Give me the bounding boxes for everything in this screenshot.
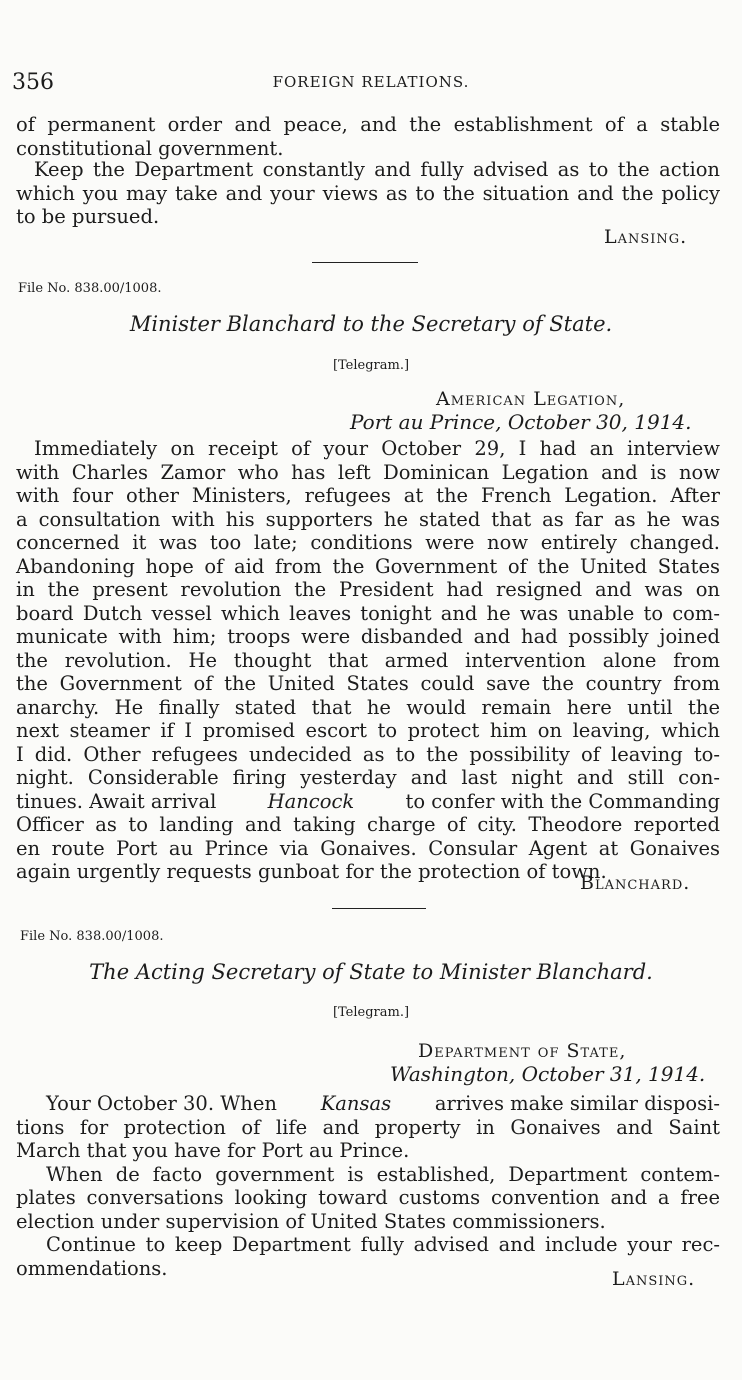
telegram-body <box>16 437 720 884</box>
text-line: Officer as to landing and taking charge of city. Theodore reported <box>16 813 720 836</box>
text-line: en route Port au Prince via Gonaives. Consular Agent at Gonaives <box>16 836 720 860</box>
document-heading: The Acting Secretary of State to Minister Blanchard. <box>89 960 653 984</box>
intro-paragraph <box>16 113 720 160</box>
text-line: March that you have for Port au Prince. <box>16 1139 410 1162</box>
text-line <box>16 790 720 814</box>
text-line: municate with him; troops were disbanded and had possibly joined <box>16 625 720 648</box>
text-line: night. Considerable firing yesterday and last night and still con- <box>16 766 720 789</box>
text-line: constitutional government. <box>16 136 284 160</box>
text-line: Continue to keep Department fully advised and include your rec- <box>46 1233 720 1256</box>
text-line: When de facto government is established, Department contem- <box>46 1162 720 1186</box>
text-line: Keep the Department constantly and fully advised as to the action <box>34 158 720 181</box>
ship-name: Hancock <box>267 789 355 813</box>
text-line: the revolution. He thought that armed intervention alone from <box>16 648 720 672</box>
text-line: concerned it was too late; conditions were now entirely changed. <box>16 531 720 554</box>
text-fragment: arrives make similar disposi- <box>434 1092 720 1115</box>
section-divider <box>312 262 418 263</box>
text-line: election under supervision of United States commissioners. <box>16 1209 606 1233</box>
text-line: which you may take and your views as to the situation and the policy <box>16 181 720 205</box>
text-line: I did. Other refugees undecided as to the possibility of leaving to- <box>16 742 720 766</box>
telegram-label: [Telegram.] <box>332 358 410 373</box>
page-number: 356 <box>12 70 54 95</box>
ship-name: Kansas <box>320 1092 392 1115</box>
text-line: in the present revolution the President had resigned and was on <box>16 578 720 601</box>
text-line: ommendations. <box>16 1256 168 1280</box>
text-fragment: Your October 30. When <box>46 1092 277 1115</box>
text-line: plates conversations looking toward customs convention and a free <box>16 1186 720 1209</box>
sender-place: American Legation, <box>436 388 626 410</box>
telegram-body-2 <box>16 1092 720 1280</box>
dateline: Port au Prince, October 30, 1914. <box>350 410 692 434</box>
section-divider <box>332 908 426 909</box>
text-line <box>16 1092 720 1116</box>
text-line: tions for protection of life and property in Gonaives and Saint <box>16 1115 720 1139</box>
text-line: board Dutch vessel which leaves tonight and he was unable to com- <box>16 601 720 625</box>
text-line: of permanent order and peace, and the establishment of a stable <box>16 113 720 136</box>
text-fragment: tinues. Await arrival <box>16 789 217 813</box>
text-line: next steamer if I promised escort to protect him on leaving, which <box>16 719 720 742</box>
file-number: File No. 838.00/1008. <box>18 281 162 296</box>
text-line: a consultation with his supporters he stated that as far as he was <box>16 507 720 531</box>
text-line: with Charles Zamor who has left Dominican Legation and is now <box>16 460 720 484</box>
telegram-label: [Telegram.] <box>332 1005 410 1020</box>
document-heading: Minister Blanchard to the Secretary of State. <box>129 312 613 336</box>
signature-lansing: Lansing. <box>612 1268 696 1290</box>
text-line: anarchy. He finally stated that he would remain here until the <box>16 695 720 719</box>
file-number: File No. 838.00/1008. <box>20 929 164 944</box>
signature-blanchard: Blanchard. <box>580 872 691 894</box>
text-line: with four other Ministers, refugees at the French Legation. After <box>16 484 720 507</box>
text-line: the Government of the United States could save the country from <box>16 672 720 695</box>
running-title: FOREIGN RELATIONS. <box>272 73 470 91</box>
dateline: Washington, October 31, 1914. <box>390 1062 706 1086</box>
text-line: Immediately on receipt of your October 29, I had an interview <box>34 437 720 460</box>
text-line: to be pursued. <box>16 205 160 228</box>
sender-place: Department of State, <box>418 1040 627 1062</box>
intro-paragraph-2 <box>16 158 720 229</box>
text-line: Abandoning hope of aid from the Government of the United States <box>16 554 720 578</box>
signature-lansing: Lansing. <box>604 226 688 248</box>
text-fragment: to confer with the Commanding <box>405 789 720 813</box>
text-line: again urgently requests gunboat for the protection of town. <box>16 860 607 883</box>
